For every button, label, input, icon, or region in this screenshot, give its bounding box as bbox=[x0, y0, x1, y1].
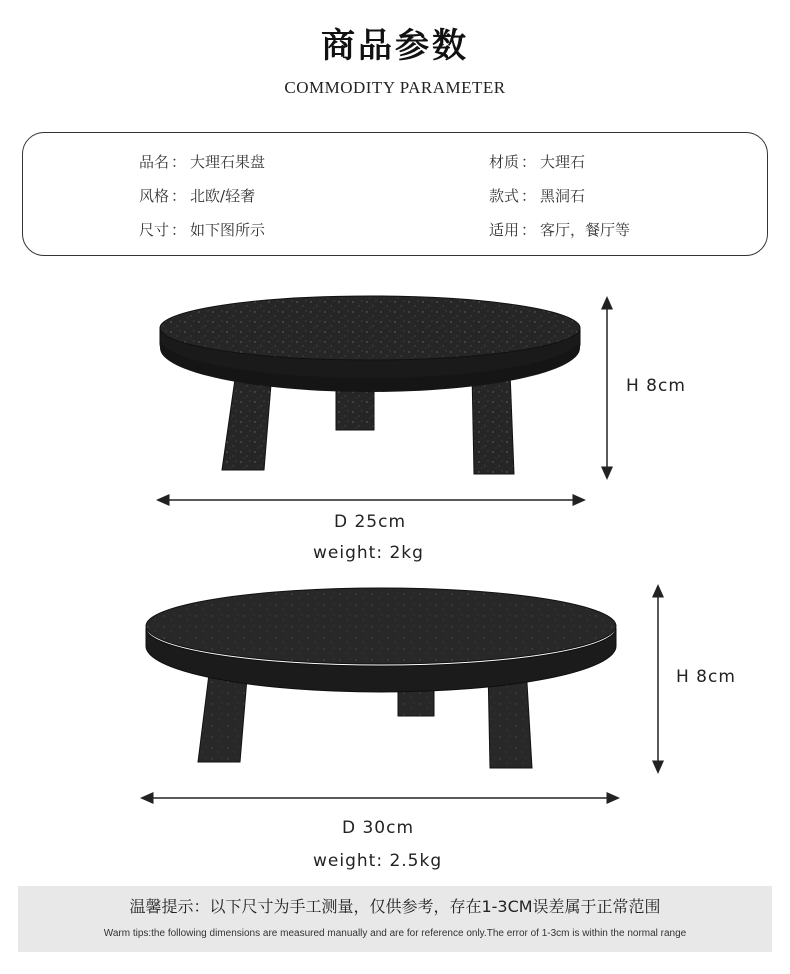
spec-separator: ： bbox=[521, 187, 537, 205]
spec-value: 大理石 bbox=[540, 153, 586, 171]
spec-separator: ： bbox=[171, 153, 187, 171]
spec-key: 尺寸 bbox=[139, 221, 170, 239]
spec-key: 风格 bbox=[139, 187, 170, 205]
product-image-large bbox=[0, 580, 790, 816]
spec-row-material bbox=[489, 151, 630, 185]
spec-key: 款式 bbox=[489, 187, 520, 205]
spec-row-usage bbox=[489, 219, 630, 253]
spec-separator: ： bbox=[171, 221, 187, 239]
spec-row-name bbox=[139, 151, 265, 185]
page-title-en: COMMODITY PARAMETER bbox=[284, 78, 506, 97]
height-label-small: H 8cm bbox=[626, 376, 686, 396]
spec-value: 客厅，餐厅等 bbox=[540, 221, 631, 239]
plate-top bbox=[146, 588, 616, 664]
spec-box bbox=[22, 132, 768, 256]
diameter-label-large: D 30cm bbox=[342, 818, 415, 838]
notice-text-cn: 温馨提示：以下尺寸为手工测量，仅供参考，存在1-3CM误差属于正常范围 bbox=[129, 897, 661, 916]
page-title-cn: 商品参数 bbox=[321, 26, 469, 66]
table-leg bbox=[222, 372, 272, 470]
diameter-label-small: D 25cm bbox=[334, 512, 407, 532]
spec-key: 材质 bbox=[489, 153, 520, 171]
spec-separator: ： bbox=[521, 153, 537, 171]
spec-value: 如下图所示 bbox=[190, 221, 266, 239]
weight-label-small: weight: 2kg bbox=[313, 543, 424, 563]
spec-separator: ： bbox=[171, 187, 187, 205]
table-leg bbox=[472, 372, 514, 474]
spec-key: 品名 bbox=[139, 153, 170, 171]
spec-key: 适用 bbox=[489, 221, 520, 239]
notice-text-en: Warm tips:the following dimensions are measured manually and are for reference only.The error of 1-3cm is within the normal range bbox=[103, 928, 687, 939]
plate-top bbox=[160, 296, 580, 360]
spec-row-style bbox=[139, 185, 265, 219]
spec-value: 黑洞石 bbox=[540, 187, 586, 205]
spec-column-right bbox=[489, 151, 630, 253]
spec-separator: ： bbox=[521, 221, 537, 239]
spec-value: 北欧/轻奢 bbox=[190, 187, 256, 205]
spec-value: 大理石果盘 bbox=[190, 153, 266, 171]
spec-row-size bbox=[139, 219, 265, 253]
weight-label-large: weight: 2.5kg bbox=[313, 851, 443, 871]
spec-column-left bbox=[139, 151, 265, 253]
spec-row-model bbox=[489, 185, 630, 219]
notice-banner bbox=[18, 886, 772, 952]
height-label-large: H 8cm bbox=[676, 667, 736, 687]
